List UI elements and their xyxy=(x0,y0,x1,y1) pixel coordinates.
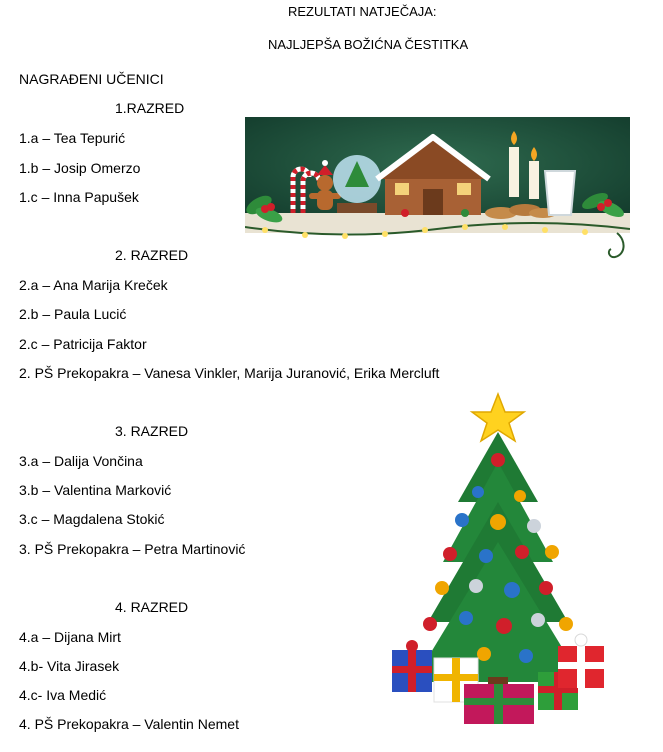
christmas-tree-illustration xyxy=(388,392,613,727)
list-item: 4. PŠ Prekopakra – Valentin Nemet xyxy=(19,716,239,732)
section-heading: NAGRAĐENI UČENICI xyxy=(19,71,164,87)
christmas-banner-illustration xyxy=(245,117,630,263)
list-item: 3. PŠ Prekopakra – Petra Martinović xyxy=(19,541,246,557)
list-item: 4.b- Vita Jirasek xyxy=(19,658,120,674)
list-item: 1.c – Inna Papušek xyxy=(19,189,139,205)
grade-4-heading: 4. RAZRED xyxy=(115,599,189,615)
list-item: 2.c – Patricija Faktor xyxy=(19,336,147,352)
milk-glass-icon xyxy=(545,171,575,215)
grade-2-heading: 2. RAZRED xyxy=(115,247,189,263)
gift-icon xyxy=(392,640,432,692)
list-item: 1.a – Tea Tepurić xyxy=(19,130,126,146)
grade-1-heading: 1.RAZRED xyxy=(115,100,185,116)
tree-icon xyxy=(413,432,583,695)
gift-icon xyxy=(558,634,604,688)
list-item: 2.a – Ana Marija Kreček xyxy=(19,277,168,293)
grade-3-heading: 3. RAZRED xyxy=(115,423,189,439)
list-item: 4.a – Dijana Mirt xyxy=(19,629,121,645)
snow-globe-icon xyxy=(333,155,381,213)
list-item: 2.b – Paula Lucić xyxy=(19,306,127,322)
list-item: 3.c – Magdalena Stokić xyxy=(19,511,165,527)
gift-icon xyxy=(464,684,534,724)
list-item: 2. PŠ Prekopakra – Vanesa Vinkler, Marija Juranović, Erika Mercluft xyxy=(19,365,440,381)
list-item: 3.b – Valentina Marković xyxy=(19,482,172,498)
list-item: 1.b – Josip Omerzo xyxy=(19,160,141,176)
list-item: 3.a – Dalija Vončina xyxy=(19,453,143,469)
page-title: REZULTATI NATJEČAJA: xyxy=(288,4,437,19)
list-item: 4.c- Iva Medić xyxy=(19,687,107,703)
page-subtitle: NAJLJEPŠA BOŽIĆNA ČESTITKA xyxy=(268,37,469,52)
